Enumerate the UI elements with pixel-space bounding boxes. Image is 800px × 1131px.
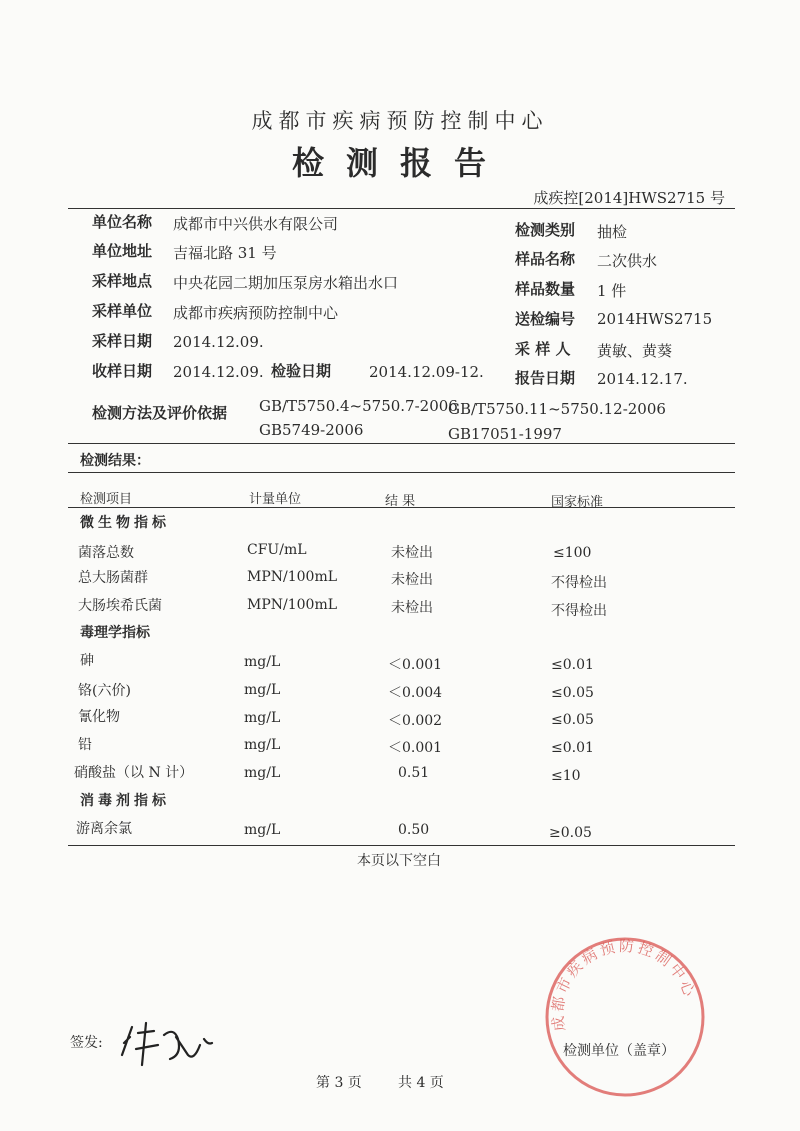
- test-date-label: 检验日期: [271, 362, 332, 380]
- method-1: GB/T5750.4~5750.7-2006: [259, 397, 458, 415]
- unit-name-label: 单位名称: [92, 213, 153, 231]
- row-standard: ≤0.01: [551, 740, 594, 756]
- test-unit-seal-label: 检测单位（盖章）: [563, 1043, 675, 1059]
- test-type: 抽检: [597, 223, 628, 241]
- col-header-item: 检测项目: [80, 492, 133, 507]
- official-seal: [540, 932, 710, 1102]
- divider: [68, 208, 735, 209]
- divider: [68, 443, 735, 444]
- sampling-unit-label: 采样单位: [92, 302, 153, 320]
- row-unit: MPN/100mL: [247, 569, 338, 585]
- row-unit: MPN/100mL: [247, 597, 338, 613]
- row-result: 未检出: [391, 572, 433, 588]
- submit-no-label: 送检编号: [515, 310, 576, 328]
- sample-qty-label: 样品数量: [515, 280, 576, 298]
- report-title: 检测报告: [291, 144, 508, 182]
- sampler-label: 采 样 人: [515, 340, 571, 358]
- row-unit: mg/L: [244, 654, 281, 670]
- method-4: GB17051-1997: [448, 425, 562, 443]
- row-result: 0.50: [398, 822, 430, 838]
- row-unit: mg/L: [244, 737, 281, 753]
- row-standard: ≤100: [553, 545, 592, 561]
- row-result: ＜0.004: [388, 685, 443, 701]
- row-result: ＜0.001: [388, 740, 443, 756]
- row-result: ＜0.001: [388, 657, 443, 673]
- row-standard: ≥0.05: [549, 825, 592, 841]
- method-3: GB5749-2006: [259, 421, 364, 439]
- report-date: 2014.12.17.: [597, 370, 688, 388]
- category-disinfectant: 消毒剂指标: [80, 793, 170, 809]
- divider: [68, 507, 735, 508]
- row-item: 大肠埃希氏菌: [78, 598, 162, 614]
- sample-name-label: 样品名称: [515, 250, 576, 268]
- report-number: 成疾控[2014]HWS2715 号: [533, 189, 725, 207]
- row-item: 硝酸盐（以 N 计）: [74, 765, 194, 781]
- receive-date: 2014.12.09.: [173, 363, 264, 381]
- row-result: 0.51: [398, 765, 430, 781]
- row-item: 游离余氯: [76, 821, 132, 837]
- test-type-label: 检测类别: [515, 221, 576, 239]
- category-microbial: 微生物指标: [80, 515, 170, 531]
- blank-note: 本页以下空白: [357, 853, 441, 869]
- sampling-site: 中央花园二期加压泵房水箱出水口: [173, 274, 399, 292]
- row-unit: mg/L: [244, 822, 281, 838]
- sign-label: 签发:: [70, 1035, 103, 1051]
- row-item: 砷: [80, 653, 94, 669]
- row-unit: mg/L: [244, 710, 281, 726]
- row-unit: mg/L: [244, 682, 281, 698]
- row-unit: mg/L: [244, 765, 281, 781]
- sampling-date: 2014.12.09.: [173, 333, 264, 351]
- org-name: 成都市疾病预防控制中心: [251, 109, 549, 133]
- report-date-label: 报告日期: [515, 369, 576, 387]
- row-standard: ≤0.01: [551, 657, 594, 673]
- method-label: 检测方法及评价依据: [92, 404, 228, 422]
- receive-date-label: 收样日期: [92, 362, 153, 380]
- col-header-standard: 国家标准: [551, 495, 604, 510]
- unit-address: 吉福北路 31 号: [173, 244, 277, 262]
- row-item: 总大肠菌群: [78, 570, 148, 586]
- sample-qty: 1 件: [597, 282, 627, 300]
- method-2: GB/T5750.11~5750.12-2006: [448, 400, 666, 418]
- sampling-site-label: 采样地点: [92, 272, 153, 290]
- row-item: 氰化物: [78, 709, 120, 725]
- row-standard: 不得检出: [551, 575, 607, 591]
- row-unit: CFU/mL: [247, 542, 307, 558]
- unit-address-label: 单位地址: [92, 242, 153, 260]
- col-header-result: 结 果: [385, 494, 416, 509]
- sample-name: 二次供水: [597, 252, 658, 270]
- divider: [68, 472, 735, 473]
- row-standard: ≤0.05: [551, 712, 594, 728]
- sampler: 黄敏、黄葵: [597, 342, 673, 360]
- test-date: 2014.12.09-12.: [369, 363, 484, 381]
- row-standard: ≤10: [551, 768, 581, 784]
- row-standard: ≤0.05: [551, 685, 594, 701]
- svg-text:成都市疾病预防控制中心: 成都市疾病预防控制中心: [550, 939, 698, 1033]
- row-result: 未检出: [391, 545, 433, 561]
- submit-no: 2014HWS2715: [597, 310, 713, 328]
- row-item: 菌落总数: [78, 545, 134, 561]
- row-standard: 不得检出: [551, 603, 607, 619]
- row-result: 未检出: [391, 600, 433, 616]
- signature: [112, 1015, 222, 1070]
- page-total: 共 4 页: [398, 1075, 444, 1091]
- category-toxicology: 毒理学指标: [80, 625, 150, 641]
- col-header-unit: 计量单位: [249, 492, 302, 507]
- divider: [68, 845, 735, 846]
- row-item: 铅: [78, 737, 92, 753]
- page-number: 第 3 页: [316, 1075, 362, 1091]
- row-result: ＜0.002: [388, 713, 443, 729]
- results-label: 检测结果：: [80, 453, 150, 469]
- row-item: 铬(六价): [78, 683, 131, 699]
- unit-name: 成都市中兴供水有限公司: [173, 215, 339, 233]
- sampling-date-label: 采样日期: [92, 332, 153, 350]
- sampling-unit: 成都市疾病预防控制中心: [173, 304, 339, 322]
